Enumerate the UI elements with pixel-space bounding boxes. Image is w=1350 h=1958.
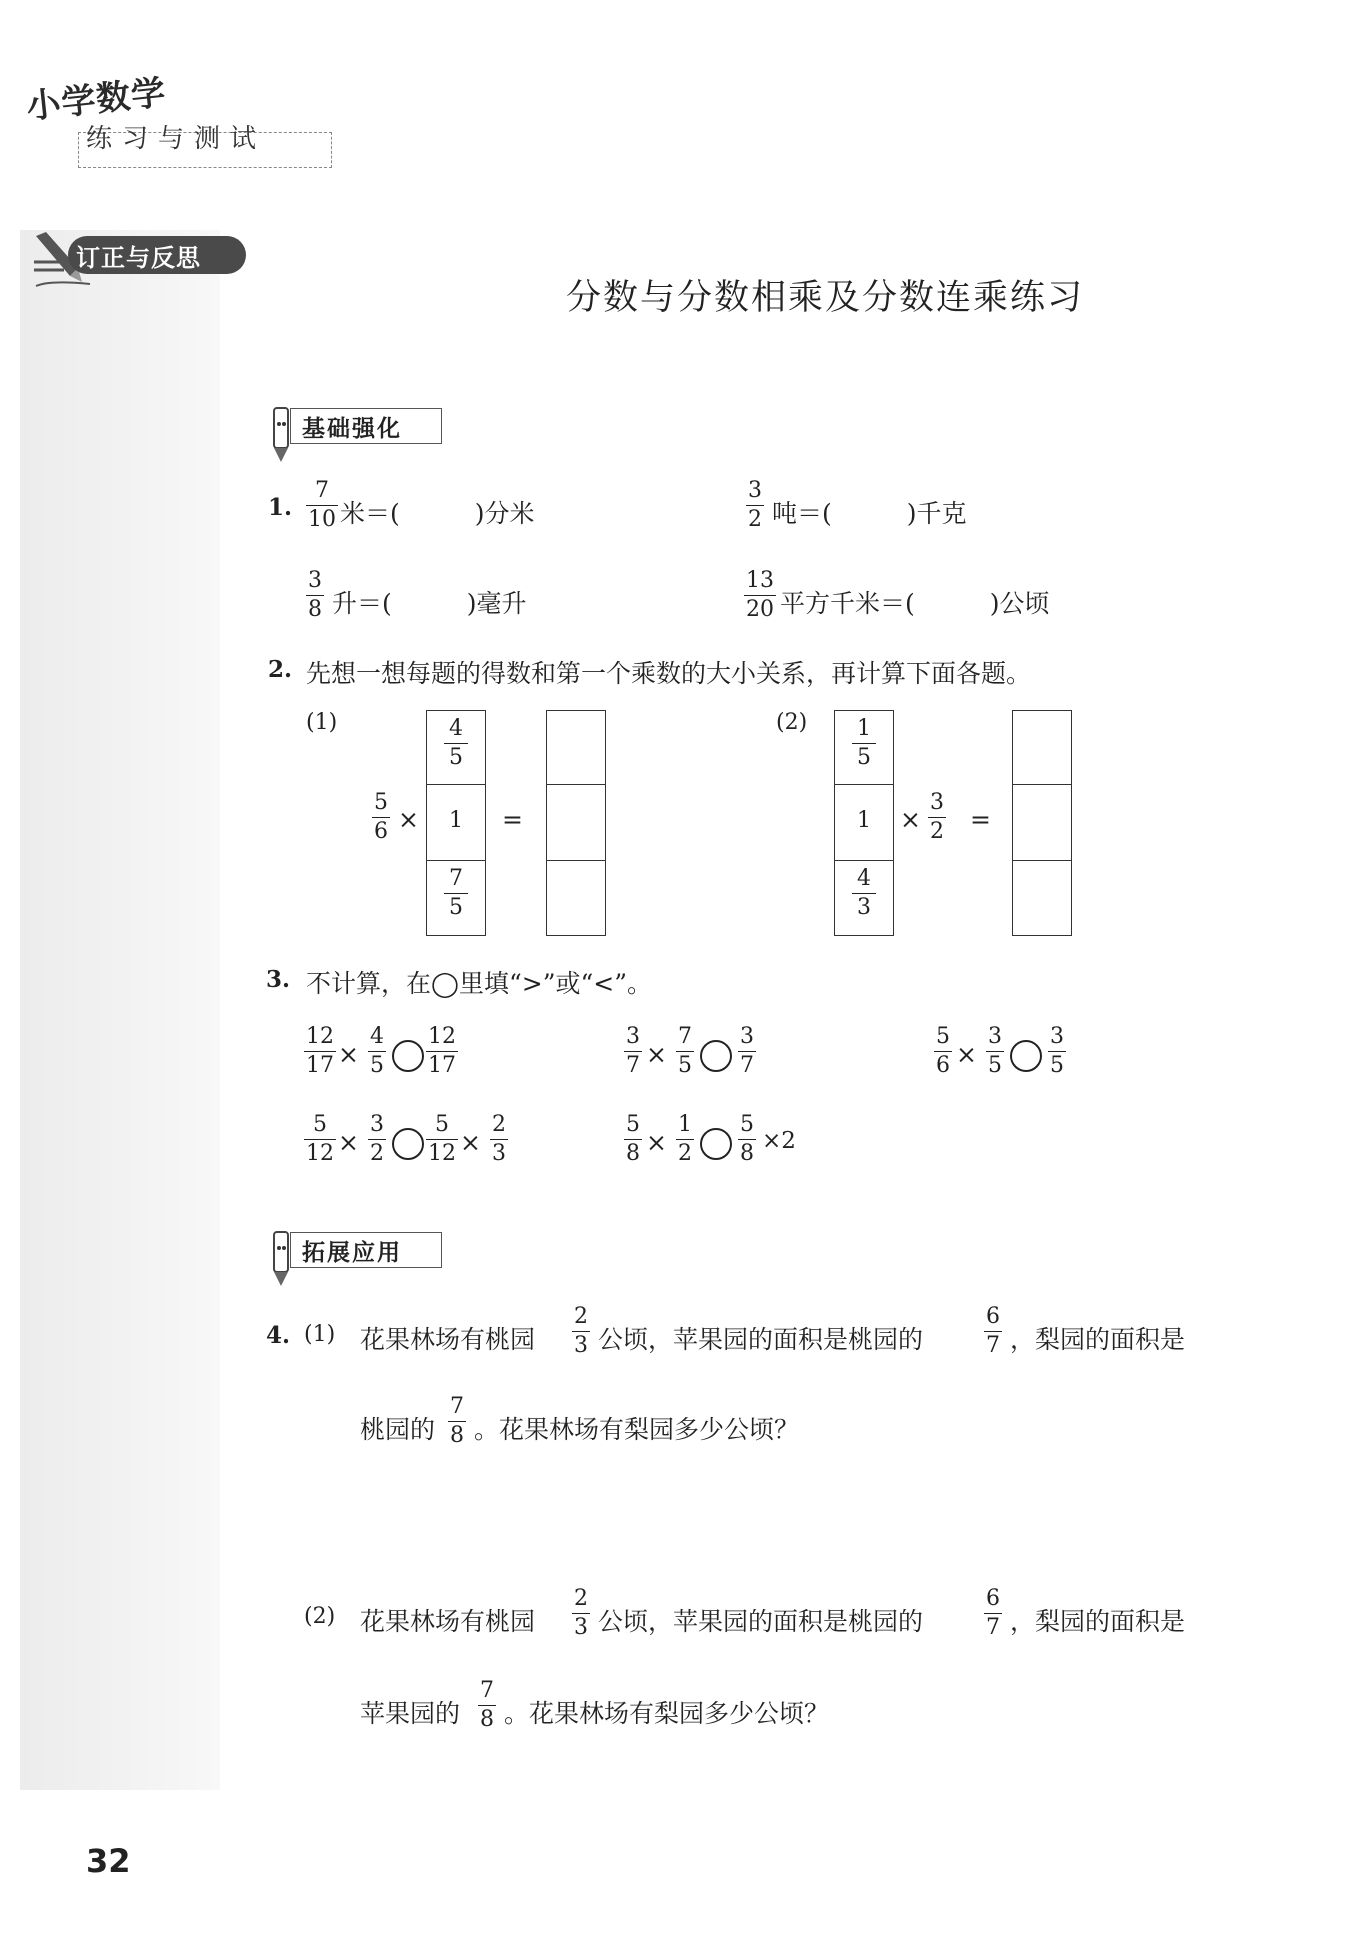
q2p2-equals: = bbox=[970, 805, 991, 834]
q4p2-label: (2) bbox=[304, 1604, 336, 1629]
q3-item4-times2: × bbox=[460, 1128, 481, 1157]
q2p2-times: × bbox=[900, 805, 921, 834]
q2p2-label: (2) bbox=[776, 710, 808, 735]
q4p2-line1a: 花果林场有桃园 bbox=[360, 1607, 536, 1636]
q3-item2-a: 3 7 bbox=[626, 1024, 640, 1078]
q3-item5-tail: ×2 bbox=[762, 1128, 796, 1154]
q2p2-cell-2: 1 bbox=[857, 808, 871, 833]
q1d-fraction: 13 20 bbox=[746, 568, 774, 622]
q4p1-frac1: 2 3 bbox=[574, 1304, 588, 1358]
q3-item3-circle[interactable] bbox=[1010, 1040, 1042, 1072]
q2-number: 2. bbox=[268, 656, 293, 683]
q2p1-cell-1: 4 5 bbox=[444, 716, 468, 771]
q3-item4-a: 5 12 bbox=[306, 1112, 334, 1166]
q1-number: 1. bbox=[268, 494, 293, 521]
q4p2-line1b: 公顷，苹果园的面积是桃园的 bbox=[598, 1607, 924, 1636]
section-extended-tag bbox=[270, 1228, 440, 1272]
q4p2-line2b: 。花果林场有梨园多少公顷？ bbox=[504, 1699, 830, 1728]
q1b-fraction: 3 2 bbox=[748, 478, 762, 532]
q3-item2-b: 7 5 bbox=[678, 1024, 692, 1078]
q3-number: 3. bbox=[266, 966, 291, 993]
q3-item4-circle[interactable] bbox=[392, 1128, 424, 1160]
page-title: 分数与分数相乘及分数连乘练习 bbox=[565, 278, 1084, 318]
q3-item5-b: 1 2 bbox=[678, 1112, 692, 1166]
q3-item4-times: × bbox=[338, 1128, 359, 1157]
q2p1-equals: = bbox=[502, 805, 523, 834]
q2p1-cell-2: 1 bbox=[449, 808, 463, 833]
q2p2-answer-column[interactable] bbox=[1012, 710, 1072, 936]
q3-item1-circle[interactable] bbox=[392, 1040, 424, 1072]
q4p2-answer-area[interactable] bbox=[300, 1740, 1200, 1820]
q1a-fraction: 7 10 bbox=[308, 478, 336, 532]
q4p1-label: (1) bbox=[304, 1322, 336, 1347]
q4p2-line2a: 苹果园的 bbox=[360, 1699, 461, 1728]
q3-item3-b: 3 5 bbox=[988, 1024, 1002, 1078]
q3-text: 不计算，在◯里填“>”或“<”。 bbox=[306, 969, 652, 998]
q3-item2-times: × bbox=[646, 1040, 667, 1069]
q2p2-multiplier: 3 2 bbox=[930, 790, 944, 844]
q3-item4-r2: 2 3 bbox=[492, 1112, 506, 1166]
q1c-fraction: 3 8 bbox=[308, 568, 322, 622]
q4p1-line2b: 。花果林场有梨园多少公顷？ bbox=[474, 1415, 800, 1444]
q1d-text: 平方千米＝( )公顷 bbox=[780, 589, 1050, 618]
brand-subtitle: 练习与测试 bbox=[86, 124, 267, 154]
q3-item3-times: × bbox=[956, 1040, 977, 1069]
q4p1-frac3: 7 8 bbox=[450, 1394, 464, 1448]
q3-item3-r: 3 5 bbox=[1050, 1024, 1064, 1078]
q3-item1-b: 4 5 bbox=[370, 1024, 384, 1078]
q1b-text: 吨＝( )千克 bbox=[772, 499, 967, 528]
q4-number: 4. bbox=[266, 1322, 291, 1349]
brand-title: 小学数学 bbox=[24, 72, 169, 128]
q2p1-multiplier: 5 6 bbox=[374, 790, 388, 844]
q3-item1-r: 12 17 bbox=[428, 1024, 456, 1078]
correction-sidebar bbox=[20, 230, 220, 1790]
q4p2-frac1: 2 3 bbox=[574, 1586, 588, 1640]
correction-tag bbox=[30, 232, 220, 278]
q4p2-frac2: 6 7 bbox=[986, 1586, 1000, 1640]
q2p1-times: × bbox=[398, 805, 419, 834]
q2p2-cell-1: 1 5 bbox=[852, 716, 876, 771]
q3-item2-r: 3 7 bbox=[740, 1024, 754, 1078]
q2p1-cell-3: 7 5 bbox=[444, 866, 468, 921]
q3-item5-times: × bbox=[646, 1128, 667, 1157]
q4p1-line1a: 花果林场有桃园 bbox=[360, 1325, 536, 1354]
page-number: 32 bbox=[86, 1842, 131, 1880]
q3-item1-times: × bbox=[338, 1040, 359, 1069]
q4p1-line2a: 桃园的 bbox=[360, 1415, 436, 1444]
q4p1-line1b: 公顷，苹果园的面积是桃园的 bbox=[598, 1325, 924, 1354]
q3-item2-circle[interactable] bbox=[700, 1040, 732, 1072]
q3-item5-a: 5 8 bbox=[626, 1112, 640, 1166]
q3-item5-r1: 5 8 bbox=[740, 1112, 754, 1166]
section-basic-label: 基础强化 bbox=[302, 416, 402, 442]
q3-item1-a: 12 17 bbox=[306, 1024, 334, 1078]
q2p2-cell-3: 4 3 bbox=[852, 866, 876, 921]
q4p1-line1c: ，梨园的面积是 bbox=[1010, 1325, 1186, 1354]
q4p2-line1c: ，梨园的面积是 bbox=[1010, 1607, 1186, 1636]
q2-text: 先想一想每题的得数和第一个乘数的大小关系，再计算下面各题。 bbox=[306, 659, 1032, 688]
q4p1-frac2: 6 7 bbox=[986, 1304, 1000, 1358]
q2p1-answer-column[interactable] bbox=[546, 710, 606, 936]
q4p2-frac3: 7 8 bbox=[480, 1678, 494, 1732]
q1a-text: 米＝( )分米 bbox=[340, 499, 535, 528]
section-basic-tag bbox=[270, 404, 440, 448]
q3-item5-circle[interactable] bbox=[700, 1128, 732, 1160]
correction-label: 订正与反思 bbox=[76, 244, 201, 272]
q1c-text: 升＝( )毫升 bbox=[332, 589, 527, 618]
q3-item3-a: 5 6 bbox=[936, 1024, 950, 1078]
q3-item4-b: 3 2 bbox=[370, 1112, 384, 1166]
q2p1-label: (1) bbox=[306, 710, 338, 735]
section-extended-label: 拓展应用 bbox=[302, 1240, 402, 1266]
q3-item4-r1: 5 12 bbox=[428, 1112, 456, 1166]
q4p1-answer-area[interactable] bbox=[300, 1460, 1200, 1580]
